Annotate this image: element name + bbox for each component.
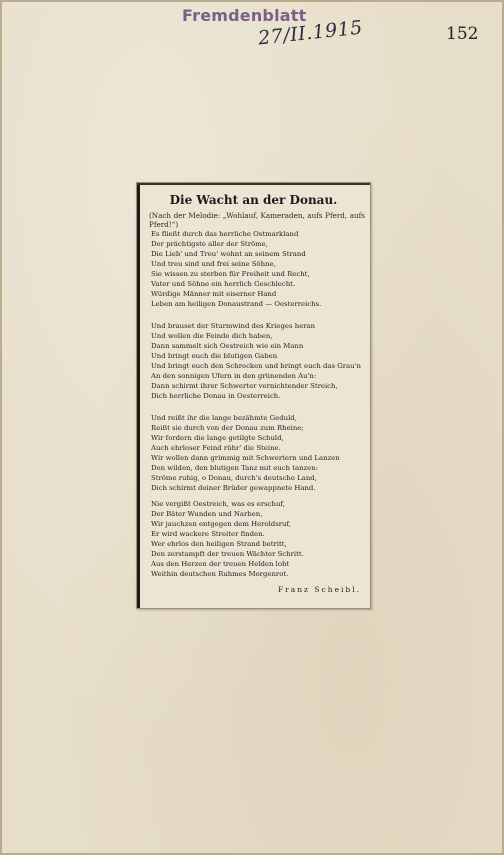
poem-line: Auch ehrloser Feind rühr' die Steine. — [151, 444, 281, 452]
poem-line: Aus den Herzen der treuen Helden loht — [151, 560, 290, 568]
poem-line: Wer ehrlos den heiligen Strand betritt, — [151, 540, 287, 548]
poem-line: Leben am heiligen Donaustrand — Oesterreichs. — [151, 300, 322, 308]
poem-line: Die Lieb' und Treu' wohnt an seinem Strand — [151, 250, 306, 258]
newspaper-clipping — [136, 182, 371, 609]
poem-line: Reißt sie durch von der Donau zum Rheine; — [151, 424, 304, 432]
poem-line: Der prächtigste aller der Ströme, — [151, 240, 268, 248]
poem-line: Dann schirmt ihrer Schwerter vernichtender Streich, — [151, 382, 338, 390]
poem-author: Franz Scheibl. — [277, 585, 361, 594]
clipping-border-left — [137, 183, 140, 608]
poem-line: Dich herrliche Donau in Oesterreich. — [151, 392, 281, 400]
poem-line: Wir wollen dann grimmig mit Schwertern und Lanzen — [151, 454, 340, 462]
newspaper-stamp: Fremdenblatt — [182, 6, 307, 25]
handwritten-date: 27/II.1915 — [257, 16, 364, 50]
poem-line: Und reißt ihr die lange bezähmte Geduld, — [151, 414, 297, 422]
poem-line: Und wollen die Feinde dich haben, — [151, 332, 273, 340]
poem-line: Dich schirmt deiner Brüder gewappnete Hand. — [151, 484, 316, 492]
poem-line: Der Bäter Wunden und Narben, — [151, 510, 263, 518]
poem-line: Sie wissen zu sterben für Freiheit und Recht, — [151, 270, 310, 278]
poem-line: Und treu sind und frei seine Söhne, — [151, 260, 276, 268]
poem-line: Den wilden, den blutigen Tanz mit euch tanzen: — [151, 464, 319, 472]
poem-line: Nie vergißt Oestreich, was es erschuf, — [151, 500, 285, 508]
clipping-border-top — [137, 183, 370, 185]
poem-line: Und brauset der Sturmwind des Krieges heran — [151, 322, 316, 330]
poem-line: Den zerstampft der treuen Wächter Schritt. — [151, 550, 304, 558]
stanza-2 — [151, 321, 371, 401]
poem-subtitle: (Nach der Melodie: „Wohlauf, Kameraden, aufs Pferd, aufs Pferd!“) — [149, 211, 365, 229]
poem-line: Und bringt euch die blutigen Gaben — [151, 352, 278, 360]
stanza-4 — [151, 499, 371, 579]
poem-line: Es fließt durch das herrliche Ostmarkland — [151, 230, 299, 238]
poem-line: Vater und Söhne ein herrlich Geschlecht. — [151, 280, 296, 288]
page-number: 152 — [446, 24, 479, 44]
stanza-1 — [151, 229, 371, 309]
poem-title: Die Wacht an der Donau. — [169, 193, 338, 207]
poem-line: An den sonnigen Ufern in den grünenden Au'n: — [151, 372, 317, 380]
poem-line: Wir jauchzen entgegen dem Heroldsruf, — [151, 520, 291, 528]
poem-line: Würdige Männer mit eiserner Hand — [151, 290, 277, 298]
poem-line: Ströme ruhig, o Donau, durch's deutsche Land, — [151, 474, 317, 482]
poem-line: Und bringt euch den Schrecken und bringt euch das Grau'n — [151, 362, 361, 370]
poem-line: Weithin deutschen Ruhmes Morgenrot. — [151, 570, 289, 578]
poem-line: Dann sammelt sich Oestreich wie ein Mann — [151, 342, 304, 350]
poem-line: Wir fordern die lange getilgte Schuld, — [151, 434, 284, 442]
stanza-3 — [151, 413, 371, 493]
poem-line: Er wird wackere Streiter finden. — [151, 530, 265, 538]
